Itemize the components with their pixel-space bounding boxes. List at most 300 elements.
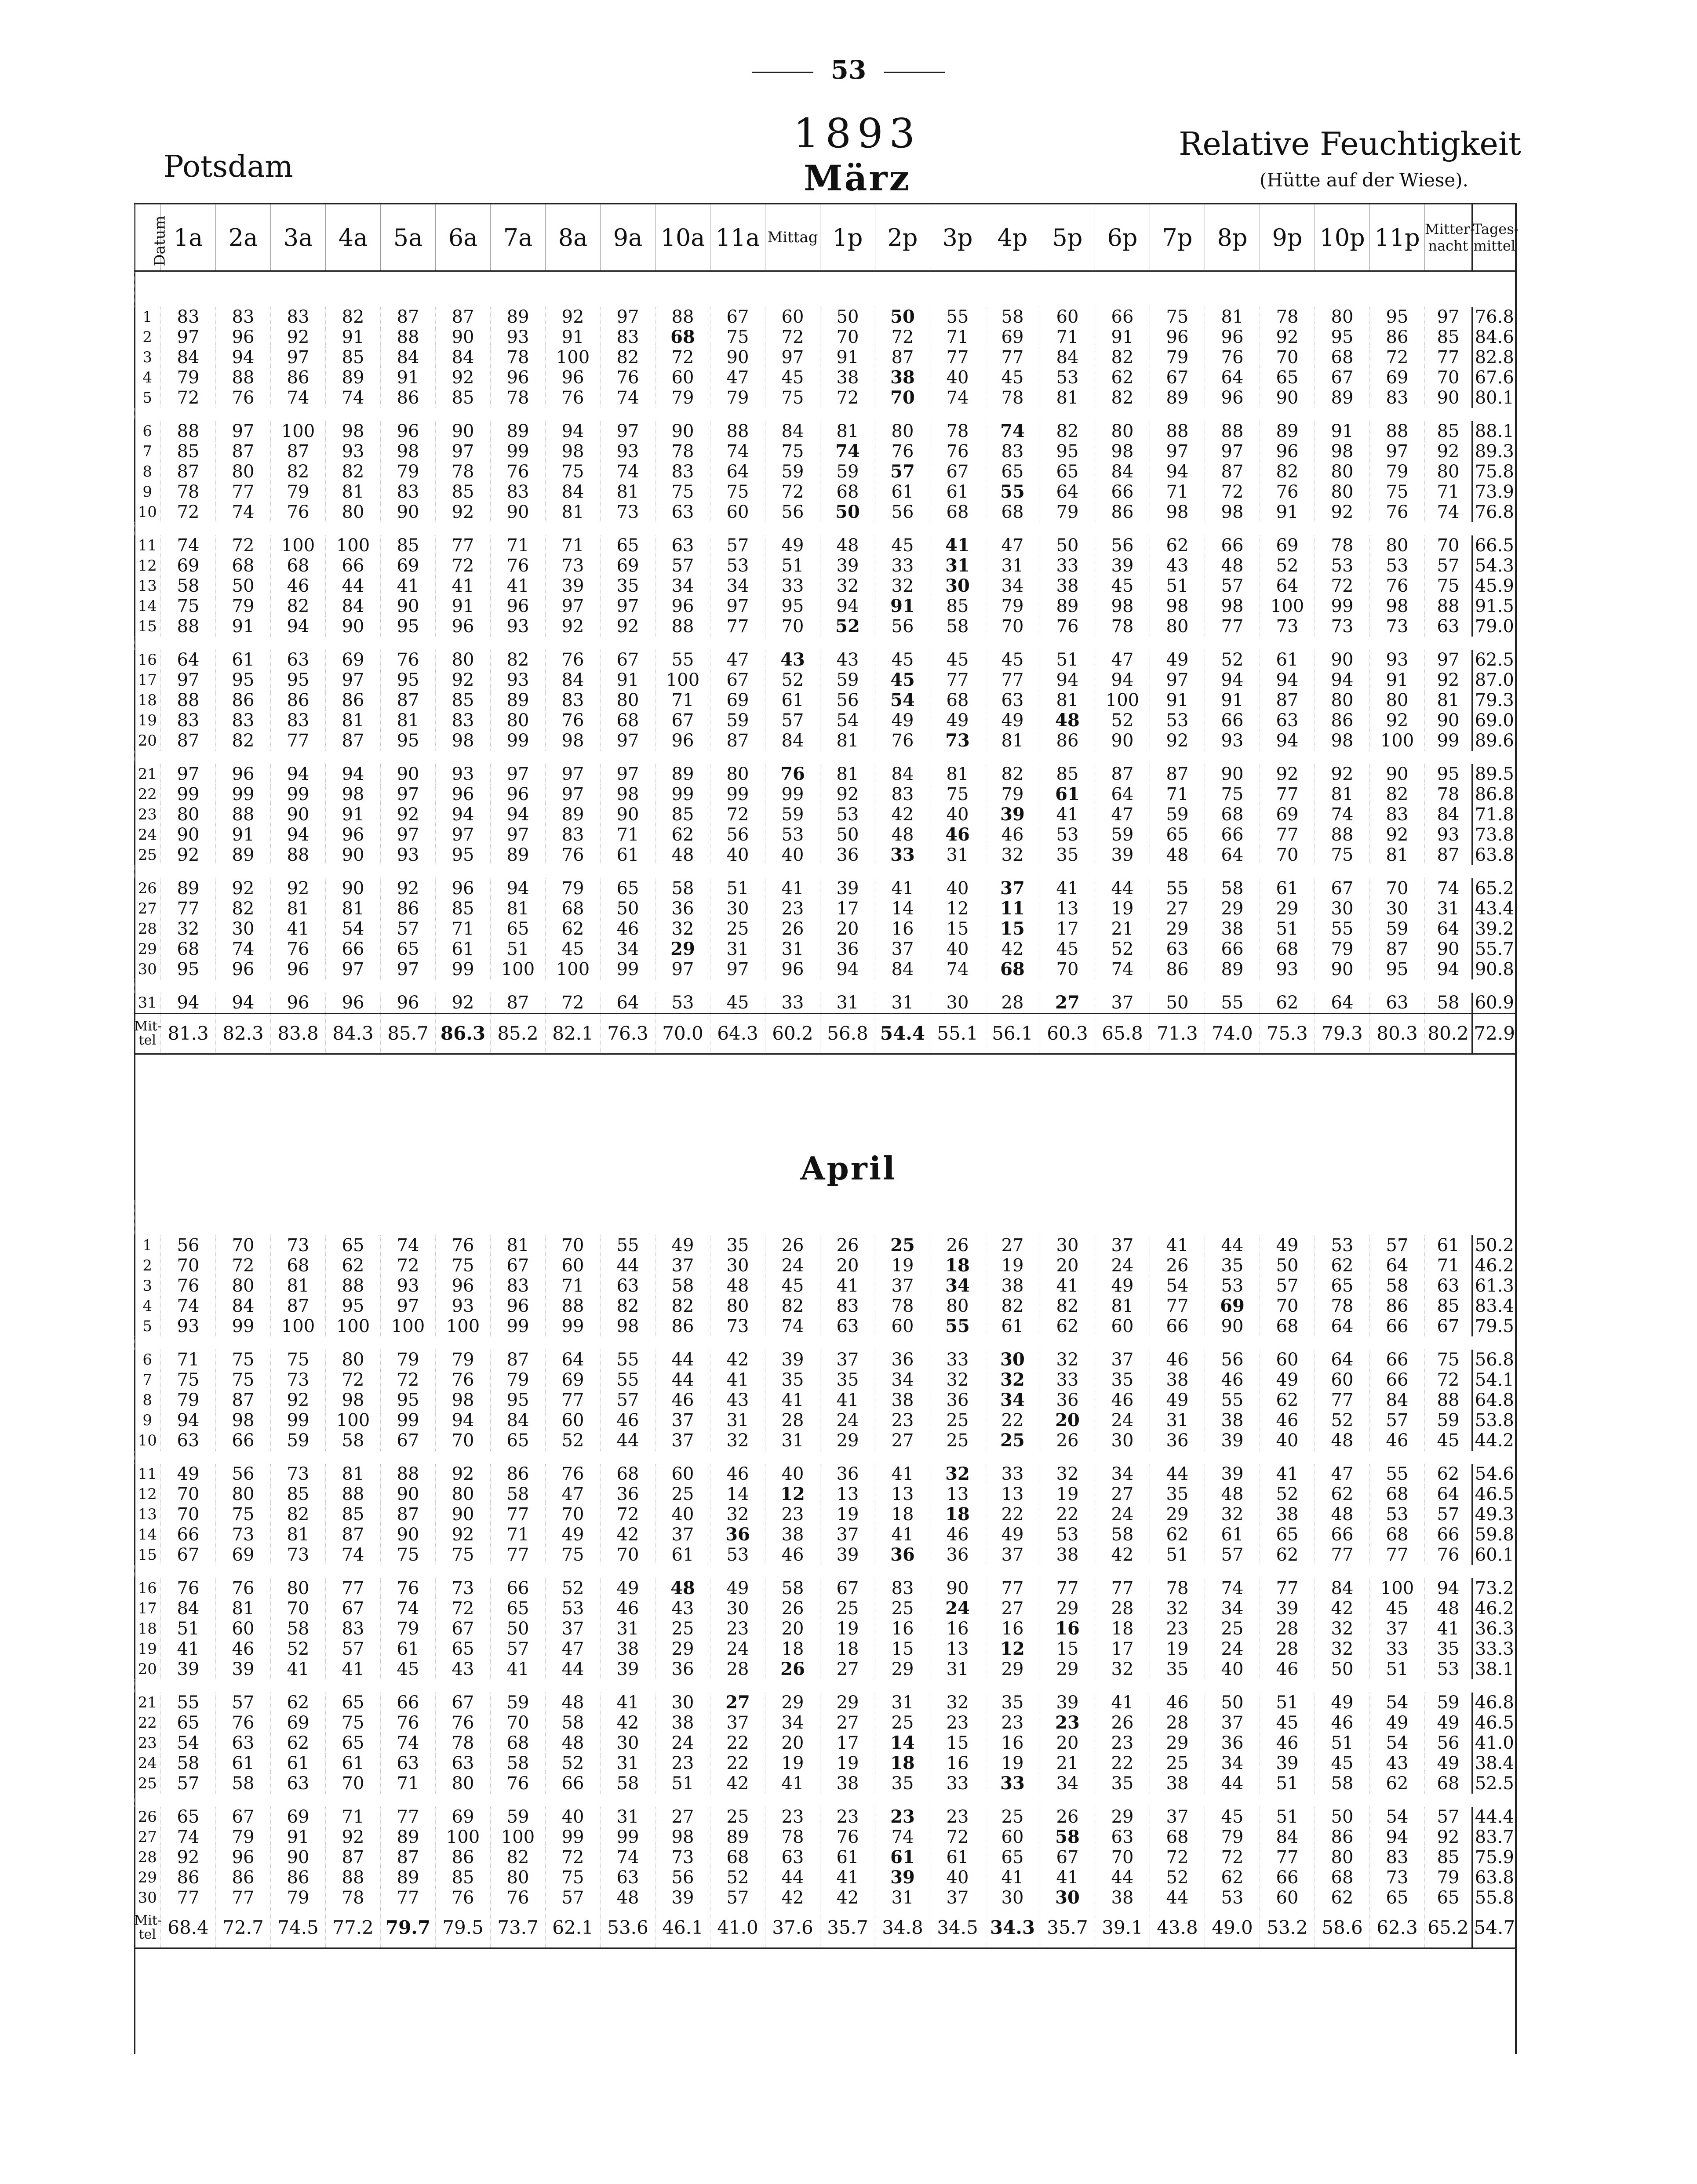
- humidity-value: 74: [601, 462, 655, 482]
- humidity-value: 68: [930, 690, 985, 710]
- humidity-value: 45: [1205, 1807, 1260, 1827]
- daily-mean-value: 44.2: [1472, 1431, 1516, 1451]
- humidity-value: 24: [710, 1639, 765, 1659]
- humidity-value: 67: [820, 1578, 875, 1598]
- humidity-value: 58: [601, 1773, 655, 1794]
- humidity-value: 46: [1095, 1390, 1150, 1410]
- humidity-value: 72: [161, 388, 216, 408]
- group-spacer-cell: [135, 979, 1516, 993]
- humidity-value: 79: [161, 368, 216, 388]
- humidity-value: 90: [326, 616, 381, 637]
- humidity-value: 31: [930, 556, 985, 576]
- table-row: [135, 845, 1516, 865]
- humidity-value: 98: [655, 1827, 710, 1847]
- humidity-value: 28: [710, 1659, 765, 1679]
- humidity-value: 25: [1205, 1619, 1260, 1639]
- humidity-value: 31: [985, 556, 1040, 576]
- humidity-value: 91: [1260, 502, 1315, 522]
- group-spacer-cell: [135, 1565, 1516, 1578]
- humidity-value: 32: [710, 1431, 765, 1451]
- humidity-value: 36: [601, 1484, 655, 1504]
- humidity-value: 97: [381, 825, 436, 845]
- humidity-value: 64: [1315, 1350, 1370, 1370]
- humidity-value: 13: [930, 1639, 985, 1659]
- humidity-value: 92: [1425, 670, 1472, 690]
- humidity-value: 42: [710, 1773, 765, 1794]
- group-spacer: [135, 1565, 1516, 1578]
- humidity-value: 92: [601, 616, 655, 637]
- day-number: 23: [138, 1734, 157, 1752]
- humidity-value: 76: [1040, 616, 1095, 637]
- daily-mean-value: 36.3: [1472, 1619, 1516, 1639]
- humidity-value: 64: [1040, 482, 1095, 502]
- humidity-value: 62: [1150, 535, 1205, 556]
- humidity-value: 83: [216, 307, 271, 327]
- humidity-value: 66: [546, 1773, 601, 1794]
- humidity-value: 75: [765, 441, 820, 462]
- humidity-value: 90: [381, 502, 436, 522]
- humidity-value: 81: [1040, 388, 1095, 408]
- humidity-value: 99: [491, 441, 546, 462]
- humidity-value: 81: [1315, 784, 1370, 804]
- group-spacer: [135, 1336, 1516, 1350]
- humidity-value: 79: [216, 1827, 271, 1847]
- humidity-value: 62: [1095, 368, 1150, 388]
- humidity-value: 97: [161, 764, 216, 784]
- humidity-value: 48: [1315, 1431, 1370, 1451]
- humidity-value: 60: [1260, 1350, 1315, 1370]
- humidity-value: 85: [326, 1504, 381, 1525]
- humidity-value: 81: [1095, 1296, 1150, 1316]
- table-row: [135, 899, 1516, 919]
- group-spacer-cell: [135, 1794, 1516, 1807]
- humidity-value: 26: [765, 1235, 820, 1256]
- humidity-value: 100: [655, 670, 710, 690]
- humidity-value: 42: [1315, 1598, 1370, 1619]
- table-row: [135, 1659, 1516, 1679]
- humidity-value: 99: [765, 784, 820, 804]
- humidity-value: 70: [161, 1484, 216, 1504]
- humidity-value: 25: [655, 1484, 710, 1504]
- humidity-value: 50: [820, 307, 875, 327]
- humidity-value: 59: [271, 1431, 326, 1451]
- humidity-value: 41: [985, 1867, 1040, 1888]
- humidity-value: 50: [820, 825, 875, 845]
- humidity-value: 74: [161, 1827, 216, 1847]
- humidity-value: 47: [546, 1639, 601, 1659]
- humidity-value: 41: [875, 878, 930, 899]
- humidity-value: 83: [1370, 388, 1425, 408]
- humidity-value: 65: [985, 462, 1040, 482]
- humidity-value: 19: [985, 1256, 1040, 1276]
- header-hour-7p: 7p: [1150, 204, 1205, 271]
- humidity-value: 86: [436, 1847, 491, 1867]
- humidity-value: 27: [1040, 993, 1095, 1013]
- humidity-value: 67: [1315, 368, 1370, 388]
- humidity-value: 74: [820, 441, 875, 462]
- day-number: 14: [138, 1526, 157, 1543]
- humidity-value: 90: [271, 804, 326, 825]
- humidity-value: 95: [381, 616, 436, 637]
- humidity-value: 42: [710, 1350, 765, 1370]
- table-row: [135, 1753, 1516, 1773]
- humidity-value: 78: [326, 1888, 381, 1908]
- humidity-value: 97: [601, 596, 655, 616]
- humidity-value: 48: [1315, 1504, 1370, 1525]
- humidity-value: 74: [216, 939, 271, 959]
- humidity-value: 99: [601, 959, 655, 979]
- humidity-value: 58: [271, 1619, 326, 1639]
- humidity-value: 97: [381, 784, 436, 804]
- daily-mean-value: 64.8: [1472, 1390, 1516, 1410]
- humidity-value: 93: [326, 441, 381, 462]
- humidity-value: 48: [655, 1578, 710, 1598]
- humidity-value: 20: [1040, 1410, 1095, 1431]
- humidity-value: 81: [546, 502, 601, 522]
- humidity-value: 47: [1095, 650, 1150, 670]
- humidity-value: 67: [1315, 878, 1370, 899]
- humidity-value: 92: [381, 878, 436, 899]
- humidity-value: 14: [875, 1733, 930, 1753]
- humidity-value: 82: [1040, 1296, 1095, 1316]
- humidity-value: 42: [875, 804, 930, 825]
- humidity-value: 36: [820, 1464, 875, 1484]
- humidity-value: 68: [1260, 939, 1315, 959]
- humidity-value: 45: [381, 1659, 436, 1679]
- humidity-value: 41: [1260, 1464, 1315, 1484]
- humidity-value: 41: [491, 576, 546, 596]
- group-spacer-cell: [135, 408, 1516, 421]
- humidity-value: 19: [875, 1256, 930, 1276]
- humidity-value: 90: [1315, 959, 1370, 979]
- humidity-value: 55: [1205, 993, 1260, 1013]
- humidity-value: 42: [1095, 1545, 1150, 1565]
- humidity-value: 72: [216, 1256, 271, 1276]
- humidity-value: 75: [1425, 1350, 1472, 1370]
- header-hour-9a: 9a: [601, 204, 655, 271]
- humidity-value: 45: [985, 650, 1040, 670]
- humidity-value: 77: [216, 482, 271, 502]
- humidity-value: 77: [546, 1390, 601, 1410]
- humidity-value: 58: [985, 307, 1040, 327]
- humidity-value: 76: [546, 710, 601, 731]
- humidity-value: 63: [1425, 1276, 1472, 1296]
- humidity-value: 49: [710, 1578, 765, 1598]
- humidity-value: 87: [1260, 690, 1315, 710]
- humidity-value: 76: [436, 1235, 491, 1256]
- humidity-value: 81: [930, 764, 985, 784]
- humidity-value: 52: [820, 616, 875, 637]
- humidity-value: 27: [1095, 1484, 1150, 1504]
- humidity-value: 70: [875, 388, 930, 408]
- humidity-value: 77: [1260, 825, 1315, 845]
- hourly-mean-value: 82.3: [216, 1013, 271, 1054]
- humidity-value: 60: [655, 368, 710, 388]
- humidity-value: 69: [271, 1713, 326, 1733]
- humidity-value: 67: [381, 1431, 436, 1451]
- top-spacer-cell: [135, 271, 1516, 307]
- humidity-value: 29: [820, 1693, 875, 1713]
- humidity-value: 33: [1040, 556, 1095, 576]
- humidity-value: 88: [161, 616, 216, 637]
- table-row: [135, 616, 1516, 637]
- humidity-value: 39: [1260, 1598, 1315, 1619]
- humidity-value: 76: [1370, 502, 1425, 522]
- humidity-value: 37: [1205, 1713, 1260, 1733]
- humidity-value: 18: [930, 1504, 985, 1525]
- humidity-value: 63: [1095, 1827, 1150, 1847]
- humidity-value: 94: [491, 804, 546, 825]
- humidity-value: 98: [326, 1390, 381, 1410]
- humidity-value: 85: [436, 388, 491, 408]
- humidity-value: 20: [765, 1619, 820, 1639]
- humidity-value: 37: [985, 1545, 1040, 1565]
- table-row: [135, 1390, 1516, 1410]
- humidity-value: 28: [1260, 1639, 1315, 1659]
- humidity-value: 45: [985, 368, 1040, 388]
- daily-mean-value: 88.1: [1472, 421, 1516, 441]
- humidity-value: 78: [1425, 784, 1472, 804]
- humidity-value: 61: [216, 650, 271, 670]
- humidity-value: 89: [491, 421, 546, 441]
- mean-row-label: Mit-tel: [135, 1013, 161, 1054]
- humidity-value: 82: [1095, 347, 1150, 368]
- humidity-value: 53: [1040, 1525, 1095, 1545]
- daily-mean-value: 69.0: [1472, 710, 1516, 731]
- humidity-value: 80: [930, 1296, 985, 1316]
- humidity-value: 76: [930, 441, 985, 462]
- humidity-value: 69: [381, 556, 436, 576]
- humidity-value: 96: [216, 1847, 271, 1867]
- table-row: [135, 441, 1516, 462]
- humidity-value: 75: [216, 1370, 271, 1390]
- humidity-value: 82: [655, 1296, 710, 1316]
- humidity-value: 68: [985, 502, 1040, 522]
- humidity-value: 99: [655, 784, 710, 804]
- humidity-value: 70: [1260, 347, 1315, 368]
- day-number: 8: [142, 463, 153, 480]
- day-number: 13: [138, 577, 157, 595]
- humidity-value: 16: [930, 1619, 985, 1639]
- table-row: [135, 1256, 1516, 1276]
- humidity-value: 32: [655, 919, 710, 939]
- humidity-value: 80: [491, 710, 546, 731]
- humidity-value: 98: [1095, 441, 1150, 462]
- humidity-value: 76: [161, 1578, 216, 1598]
- humidity-value: 63: [601, 1276, 655, 1296]
- hourly-mean-value: 53.6: [601, 1908, 655, 1948]
- humidity-value: 36: [655, 899, 710, 919]
- humidity-value: 89: [1150, 388, 1205, 408]
- humidity-value: 60: [765, 307, 820, 327]
- humidity-value: 30: [985, 1888, 1040, 1908]
- humidity-value: 70: [1370, 878, 1425, 899]
- daily-mean-value: 38.4: [1472, 1753, 1516, 1773]
- humidity-value: 19: [765, 1753, 820, 1773]
- top-spacer: [135, 271, 1516, 307]
- humidity-value: 61: [436, 939, 491, 959]
- humidity-value: 57: [710, 1888, 765, 1908]
- humidity-value: 77: [1370, 1545, 1425, 1565]
- humidity-value: 82: [601, 1296, 655, 1316]
- humidity-value: 57: [161, 1773, 216, 1794]
- humidity-value: 29: [765, 1693, 820, 1713]
- humidity-value: 93: [1425, 825, 1472, 845]
- day-number: 18: [138, 692, 157, 709]
- humidity-value: 53: [1150, 710, 1205, 731]
- humidity-value: 80: [326, 1350, 381, 1370]
- hourly-mean-value: 85.7: [381, 1013, 436, 1054]
- humidity-value: 97: [601, 764, 655, 784]
- humidity-value: 67: [1150, 368, 1205, 388]
- humidity-value: 94: [820, 959, 875, 979]
- humidity-value: 47: [1315, 1464, 1370, 1484]
- daily-mean-value: 73.8: [1472, 825, 1516, 845]
- humidity-value: 79: [1315, 939, 1370, 959]
- humidity-value: 49: [765, 535, 820, 556]
- day-number: 16: [138, 651, 157, 669]
- humidity-value: 49: [1315, 1693, 1370, 1713]
- humidity-value: 13: [820, 1484, 875, 1504]
- humidity-value: 96: [491, 596, 546, 616]
- humidity-value: 83: [1370, 1847, 1425, 1867]
- humidity-value: 77: [1095, 1578, 1150, 1598]
- day-number: 28: [138, 1849, 157, 1866]
- humidity-value: 32: [930, 1370, 985, 1390]
- humidity-value: 85: [1425, 421, 1472, 441]
- humidity-value: 75: [161, 1370, 216, 1390]
- humidity-value: 25: [710, 1807, 765, 1827]
- humidity-value: 79: [1425, 1867, 1472, 1888]
- humidity-value: 36: [655, 1659, 710, 1679]
- day-number: 5: [142, 389, 153, 407]
- humidity-value: 57: [1425, 1504, 1472, 1525]
- humidity-value: 77: [436, 535, 491, 556]
- humidity-value: 97: [326, 959, 381, 979]
- table-row: [135, 650, 1516, 670]
- group-spacer: [135, 1794, 1516, 1807]
- humidity-value: 81: [271, 1276, 326, 1296]
- table-row: [135, 556, 1516, 576]
- humidity-value: 74: [930, 959, 985, 979]
- humidity-value: 87: [875, 347, 930, 368]
- humidity-value: 79: [655, 388, 710, 408]
- humidity-value: 33: [985, 1773, 1040, 1794]
- humidity-value: 74: [161, 1296, 216, 1316]
- humidity-value: 99: [436, 959, 491, 979]
- group-spacer: [135, 1679, 1516, 1693]
- humidity-value: 95: [381, 670, 436, 690]
- group-spacer-cell: [135, 1336, 1516, 1350]
- table-row: [135, 1619, 1516, 1639]
- humidity-value: 46: [271, 576, 326, 596]
- humidity-value: 40: [546, 1807, 601, 1827]
- header-hour-7a: 7a: [491, 204, 546, 271]
- humidity-value: 41: [875, 1464, 930, 1484]
- humidity-value: 40: [765, 845, 820, 865]
- humidity-value: 14: [710, 1484, 765, 1504]
- humidity-value: 95: [1425, 764, 1472, 784]
- humidity-value: 82: [1370, 784, 1425, 804]
- humidity-value: 74: [1095, 959, 1150, 979]
- humidity-value: 39: [820, 1545, 875, 1565]
- humidity-value: 66: [381, 1693, 436, 1713]
- humidity-value: 29: [1205, 899, 1260, 919]
- humidity-value: 90: [1370, 764, 1425, 784]
- humidity-value: 39: [546, 576, 601, 596]
- humidity-value: 63: [765, 1847, 820, 1867]
- humidity-value: 99: [491, 1316, 546, 1336]
- table-body-april: [135, 1200, 1516, 1948]
- hourly-mean-value: 34.5: [930, 1908, 985, 1948]
- humidity-value: 70: [326, 1773, 381, 1794]
- day-number: 17: [138, 671, 157, 689]
- humidity-value: 19: [820, 1619, 875, 1639]
- humidity-value: 97: [655, 959, 710, 979]
- table-row: [135, 784, 1516, 804]
- humidity-value: 77: [1205, 616, 1260, 637]
- humidity-value: 39: [1260, 1753, 1315, 1773]
- humidity-value: 55: [161, 1693, 216, 1713]
- humidity-value: 57: [1205, 576, 1260, 596]
- humidity-value: 46: [601, 1410, 655, 1431]
- day-number: 4: [142, 1297, 153, 1315]
- humidity-value: 99: [601, 1827, 655, 1847]
- humidity-value: 100: [326, 535, 381, 556]
- humidity-value: 66: [326, 556, 381, 576]
- humidity-value: 98: [326, 421, 381, 441]
- humidity-value: 60: [546, 1256, 601, 1276]
- humidity-value: 53: [655, 993, 710, 1013]
- humidity-value: 91: [601, 670, 655, 690]
- header-hour-4a: 4a: [326, 204, 381, 271]
- humidity-value: 33: [985, 1464, 1040, 1484]
- humidity-value: 23: [765, 1504, 820, 1525]
- humidity-value: 26: [765, 919, 820, 939]
- humidity-value: 81: [381, 710, 436, 731]
- humidity-value: 51: [765, 556, 820, 576]
- table-row: [135, 731, 1516, 751]
- humidity-value: 77: [985, 670, 1040, 690]
- humidity-value: 66: [1205, 535, 1260, 556]
- humidity-value: 81: [820, 731, 875, 751]
- humidity-value: 68: [930, 502, 985, 522]
- header-hour-10p: 10p: [1315, 204, 1370, 271]
- humidity-value: 32: [985, 1370, 1040, 1390]
- humidity-value: 92: [436, 670, 491, 690]
- humidity-value: 71: [161, 1350, 216, 1370]
- humidity-value: 63: [985, 690, 1040, 710]
- humidity-value: 61: [875, 1847, 930, 1867]
- humidity-value: 63: [436, 1753, 491, 1773]
- humidity-value: 44: [765, 1867, 820, 1888]
- humidity-value: 75: [1315, 845, 1370, 865]
- table-row: [135, 1888, 1516, 1908]
- humidity-value: 69: [985, 327, 1040, 347]
- humidity-value: 74: [381, 1598, 436, 1619]
- page-title: Relative Feuchtigkeit: [1179, 125, 1521, 162]
- daily-mean-value: 73.2: [1472, 1578, 1516, 1598]
- humidity-value: 36: [820, 845, 875, 865]
- daily-mean-value: 67.6: [1472, 368, 1516, 388]
- humidity-value: 53: [1040, 368, 1095, 388]
- humidity-value: 23: [985, 1713, 1040, 1733]
- humidity-value: 65: [1315, 1276, 1370, 1296]
- humidity-value: 68: [546, 899, 601, 919]
- humidity-value: 97: [161, 327, 216, 347]
- humidity-value: 85: [436, 1867, 491, 1888]
- humidity-value: 24: [1095, 1504, 1150, 1525]
